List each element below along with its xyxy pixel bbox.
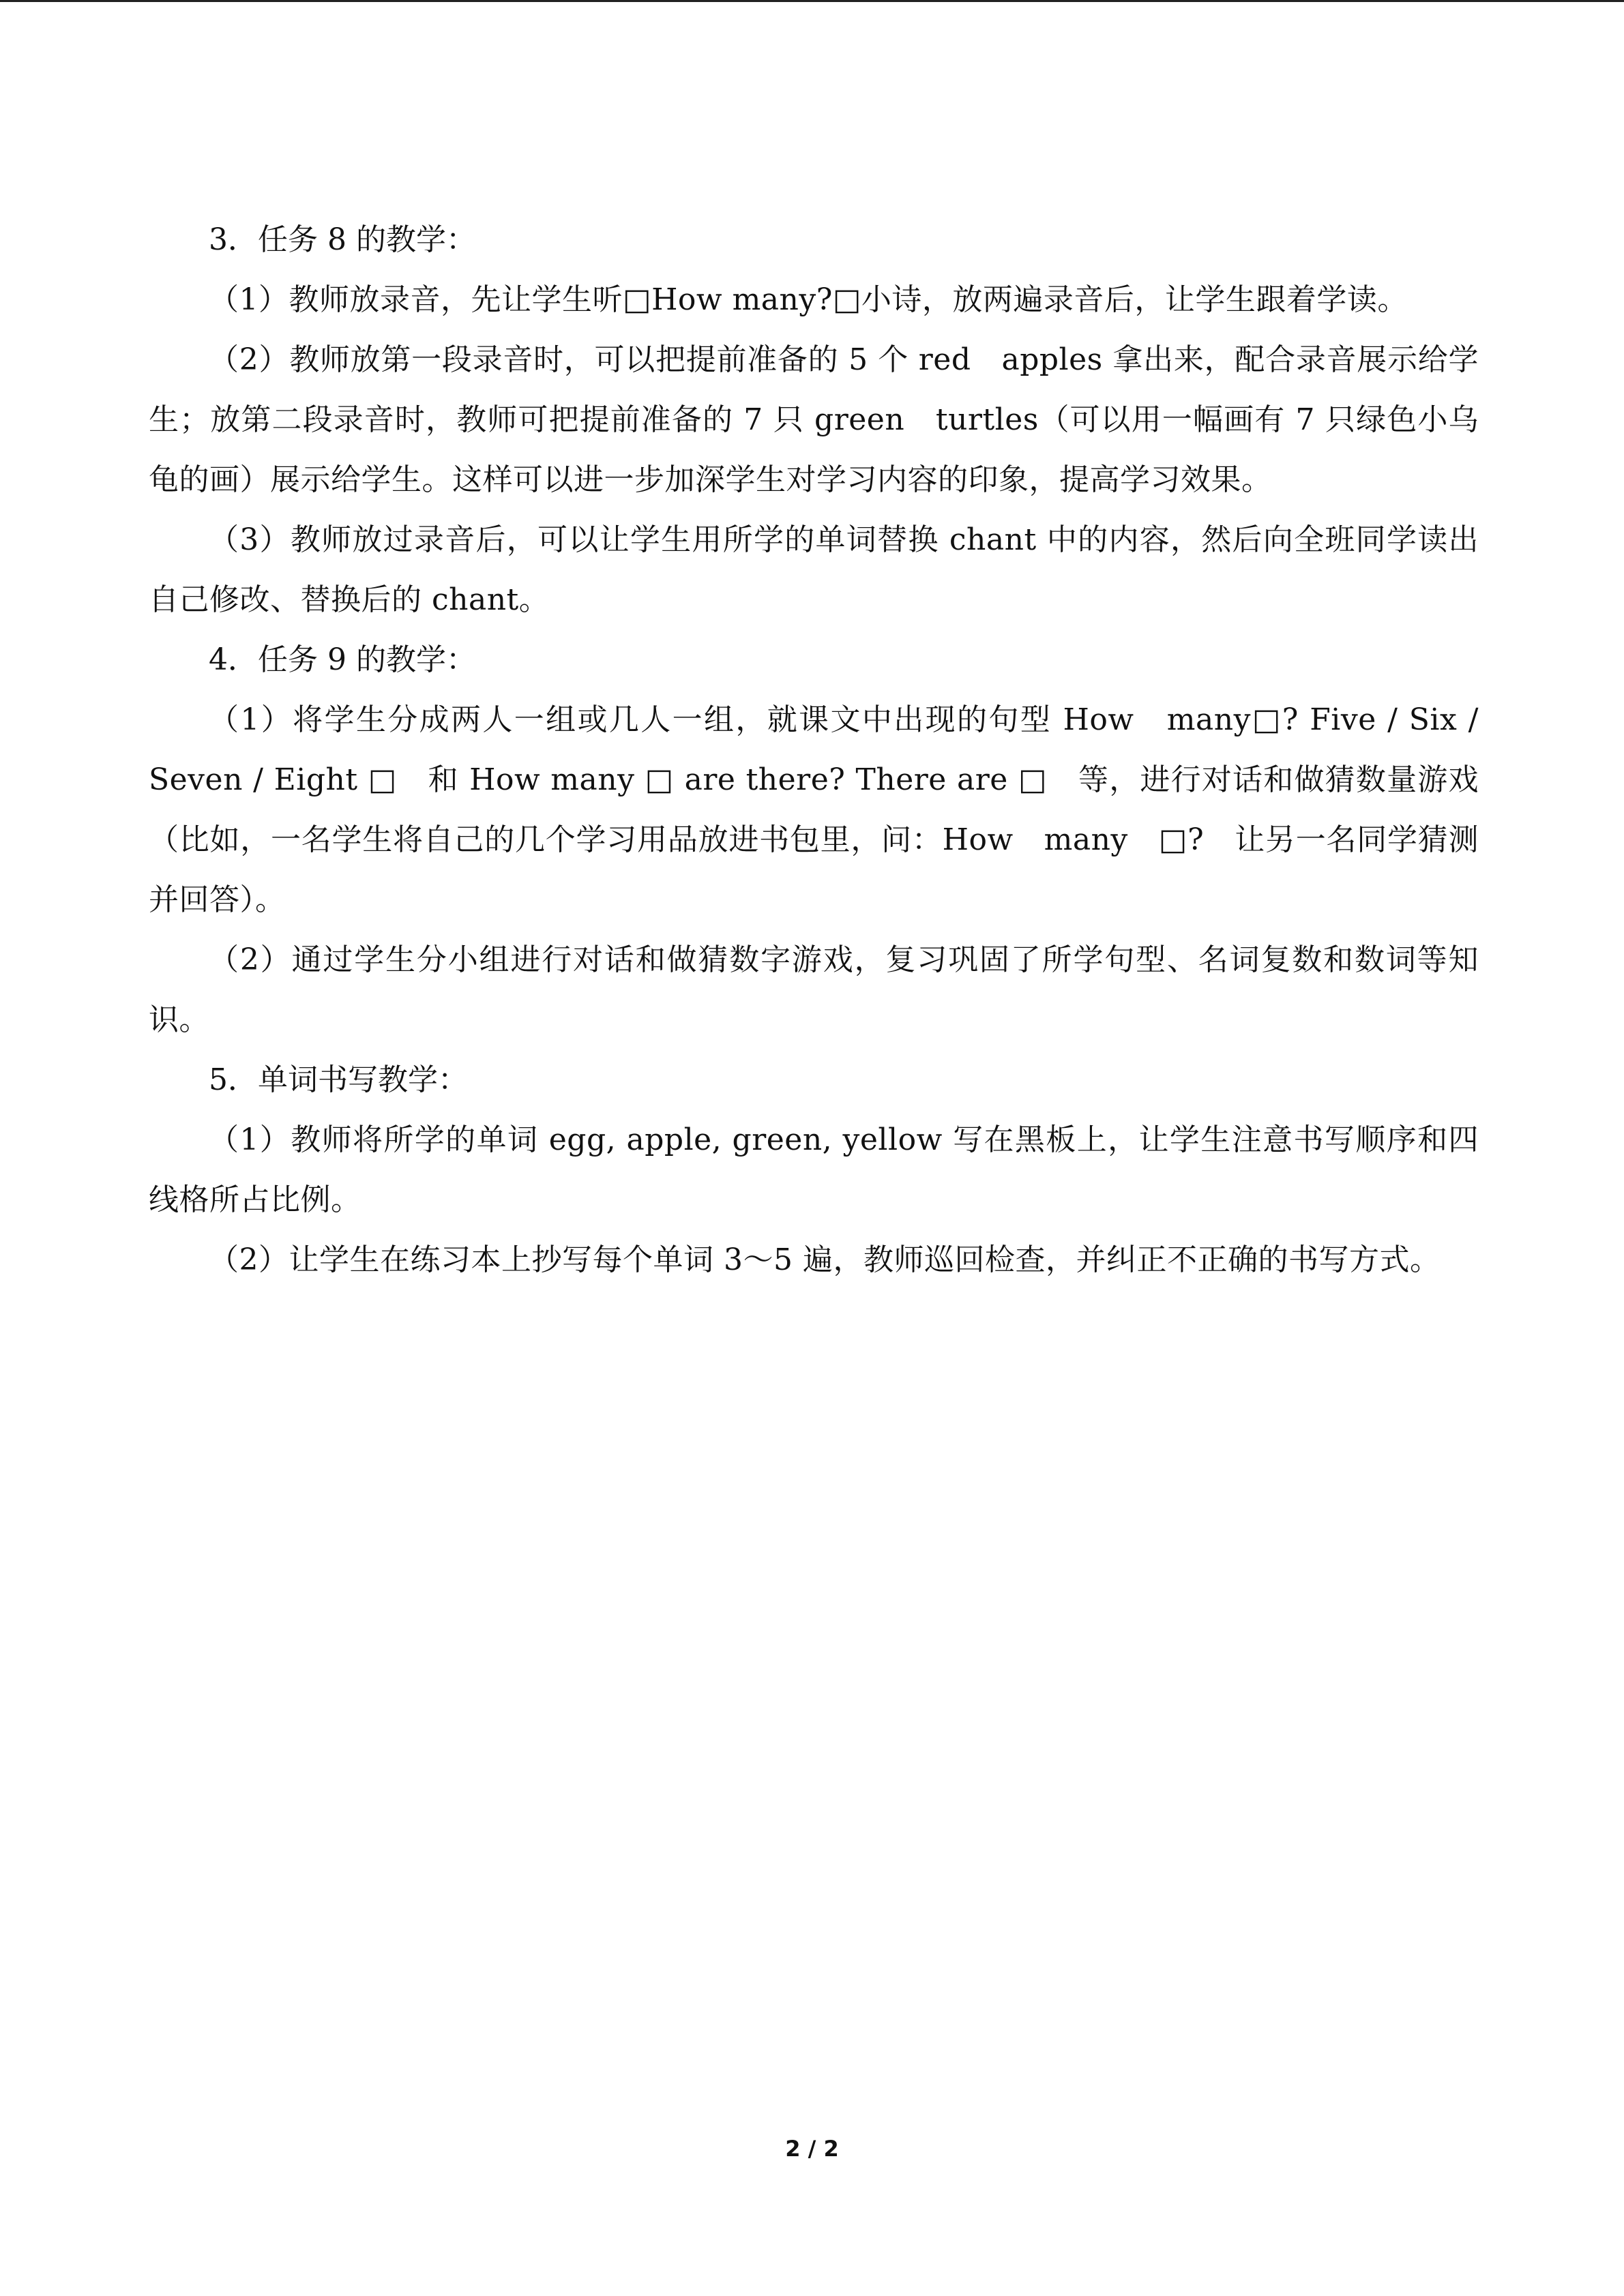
paragraph: （2）让学生在练习本上抄写每个单词 3～5 遍，教师巡回检查，并纠正不正确的书写方式。 [209,1242,1441,1277]
paragraph: （1）教师将所学的单词 egg, apple, green, yellow 写在黑板上，让学生注意书写顺序和四线格所占比例。 [149,1122,1479,1217]
page-number: 2 / 2 [785,2136,839,2162]
document-body [149,210,1479,1290]
paragraph: （1）教师放录音，先让学生听□How many?□小诗，放两遍录音后，让学生跟着学读。 [209,282,1408,317]
section-heading-word-writing: 5．单词书写教学： [209,1062,468,1097]
section-heading-task-9: 4．任务 9 的教学： [209,642,476,677]
paragraph: （3）教师放过录音后，可以让学生用所学的单词替换 chant 中的内容，然后向全班同学读出自己修改、替换后的 chant。 [149,522,1479,617]
paragraph: （2）通过学生分小组进行对话和做猜数字游戏，复习巩固了所学句型、名词复数和数词等知识。 [149,942,1479,1037]
section-heading-task-8: 3．任务 8 的教学： [209,222,476,257]
paragraph: （2）教师放第一段录音时，可以把提前准备的 5 个 red apples 拿出来，配合录音展示给学生；放第二段录音时，教师可把提前准备的 7 只 green turtles（可以用一幅画有 7 只绿色小乌龟的画）展示给学生。这样可以进一步加深学生对学习内容的印象，提高学习效果。 [149,342,1479,497]
paragraph: （1）将学生分成两人一组或几人一组，就课文中出现的句型 How many□? Five / Six / Seven / Eight □ 和 How many □ are there? There are □ 等，进行对话和做猜数量游戏（比如，一名学生将自己的几个学习用品放进书包里，问：How many □? 让另一名同学猜测并回答）。 [149,702,1479,917]
